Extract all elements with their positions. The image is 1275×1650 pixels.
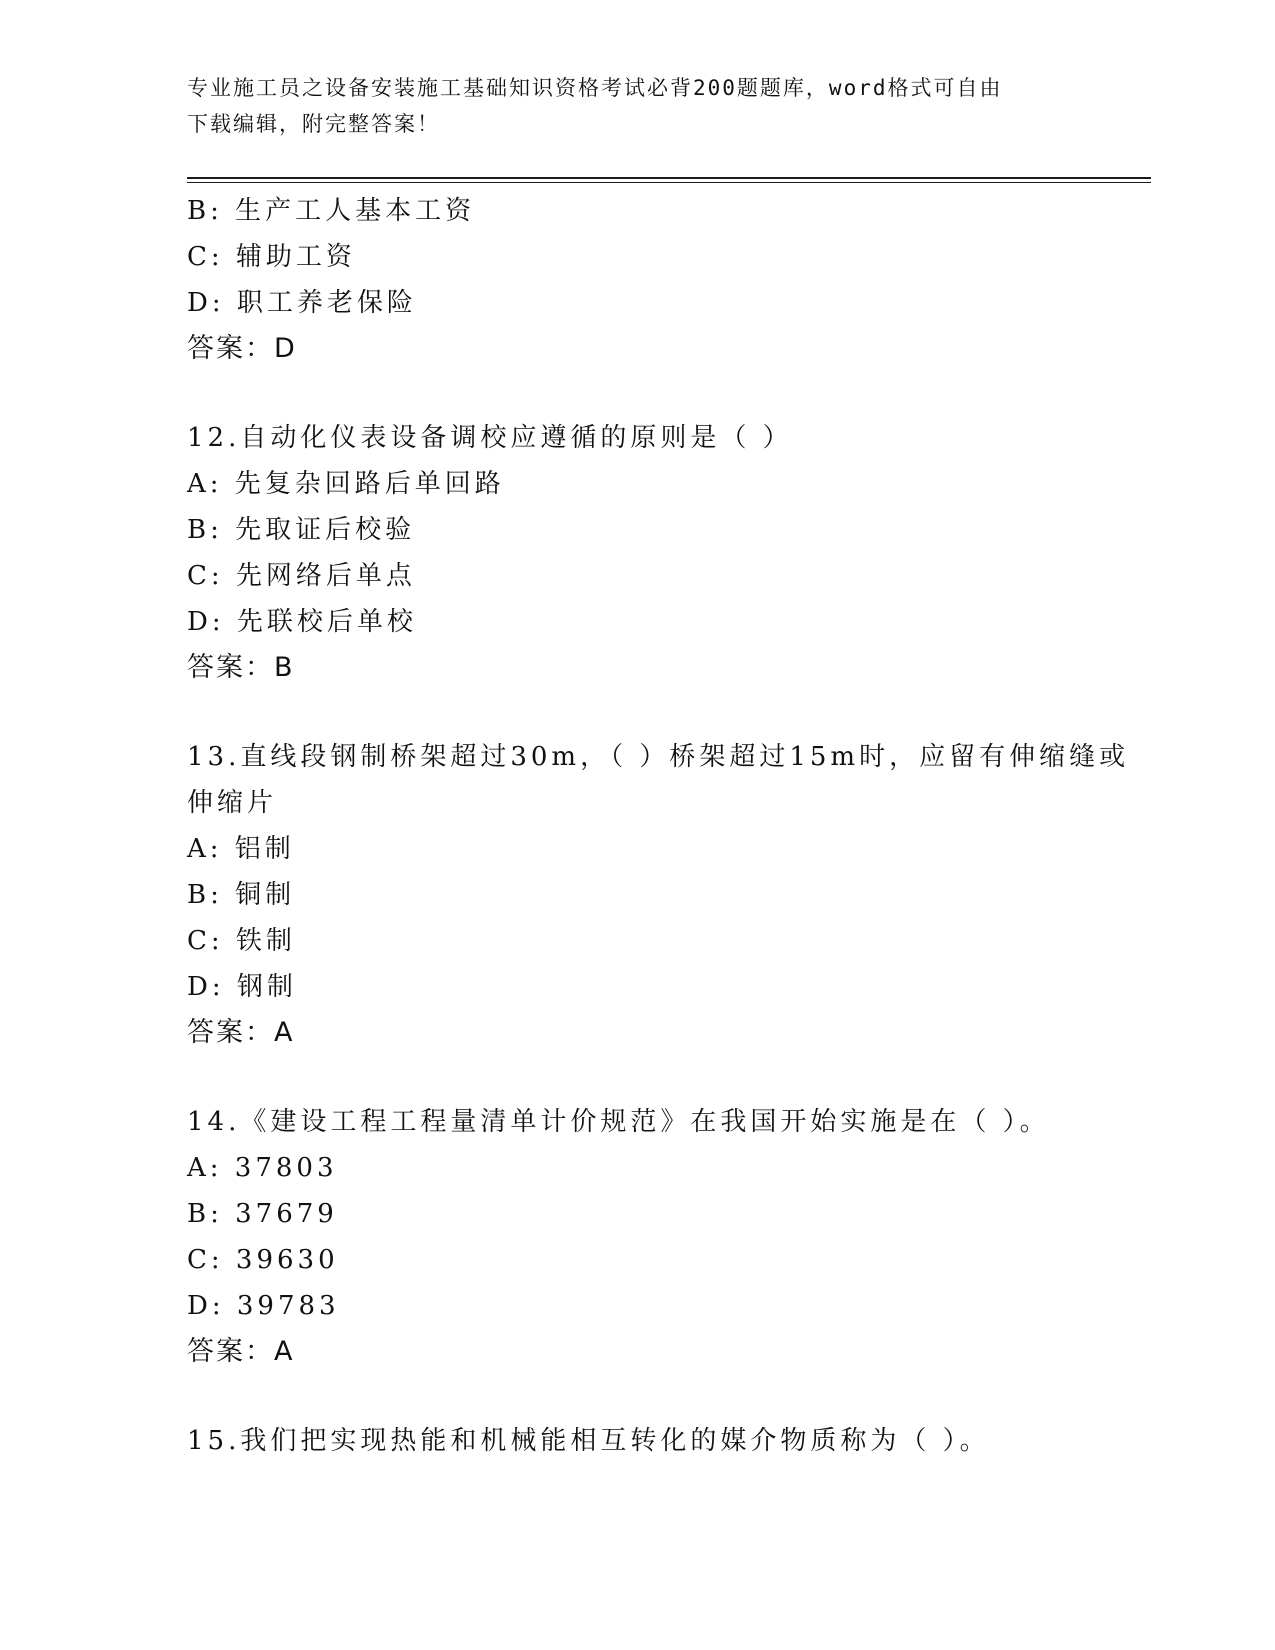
question-text: 14.《建设工程工程量清单计价规范》在我国开始实施是在（ ）。 xyxy=(187,1107,1050,1137)
question-15 xyxy=(187,1418,1151,1464)
question-list xyxy=(187,188,1151,1464)
spacer xyxy=(187,1375,1151,1418)
question-11 xyxy=(187,188,1151,372)
question-13 xyxy=(187,734,1151,1056)
header-line-2: 下载编辑，附完整答案！ xyxy=(187,112,440,136)
document-header xyxy=(187,70,1087,142)
option-c: C: 39630 xyxy=(187,1245,339,1275)
question-12 xyxy=(187,415,1151,691)
spacer xyxy=(187,372,1151,415)
option-c: C: 铁制 xyxy=(187,926,296,956)
option-d: D: 39783 xyxy=(187,1291,340,1321)
option-c: C: 先网络后单点 xyxy=(187,561,416,591)
option-d: D: 先联校后单校 xyxy=(187,607,417,637)
header-divider-thin xyxy=(187,182,1151,183)
answer: 答案：B xyxy=(187,652,295,683)
answer: 答案：A xyxy=(187,1336,295,1367)
option-b: B: 先取证后校验 xyxy=(187,515,416,545)
question-text: 12.自动化仪表设备调校应遵循的原则是（ ） xyxy=(187,423,793,453)
option-a: A: 37803 xyxy=(187,1153,338,1183)
answer: 答案：D xyxy=(187,333,297,364)
option-a: A: 铝制 xyxy=(187,834,295,864)
option-a: A: 先复杂回路后单回路 xyxy=(187,469,505,499)
option-c: C: 辅助工资 xyxy=(187,242,356,272)
spacer xyxy=(187,691,1151,734)
header-divider-thick xyxy=(187,177,1151,179)
option-d: D: 职工养老保险 xyxy=(187,288,417,318)
question-text: 15.我们把实现热能和机械能相互转化的媒介物质称为（ ）。 xyxy=(187,1426,990,1456)
option-d: D: 钢制 xyxy=(187,972,297,1002)
answer: 答案：A xyxy=(187,1017,295,1048)
question-text-line-1: 13.直线段钢制桥架超过30m，（ ）桥架超过15m时，应留有伸缩缝或 xyxy=(187,742,1130,772)
question-text-line-2: 伸缩片 xyxy=(187,788,278,818)
option-b: B: 生产工人基本工资 xyxy=(187,196,476,226)
spacer xyxy=(187,1056,1151,1099)
option-b: B: 37679 xyxy=(187,1199,338,1229)
question-14 xyxy=(187,1099,1151,1375)
option-b: B: 铜制 xyxy=(187,880,296,910)
header-line-1: 专业施工员之设备安装施工基础知识资格考试必背200题题库，word格式可自由 xyxy=(187,76,1003,100)
